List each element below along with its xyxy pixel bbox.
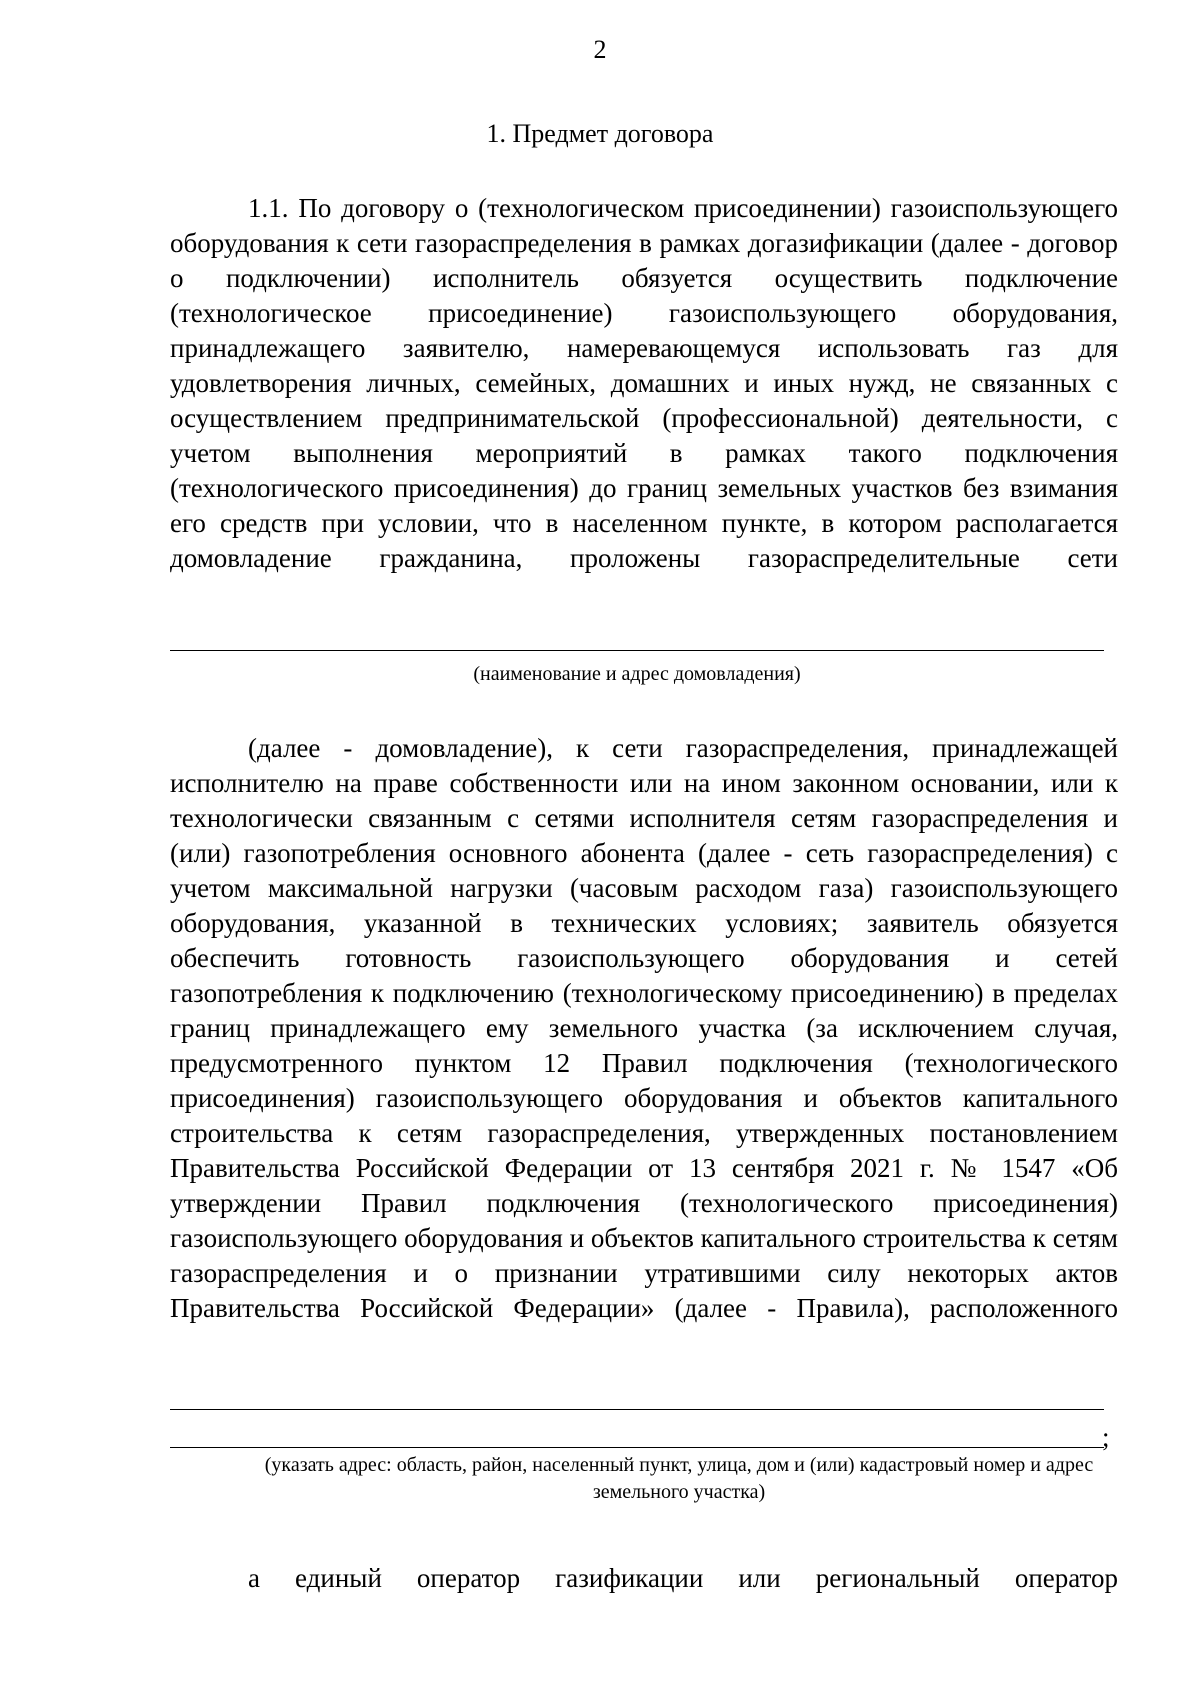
paragraph-1-1: 1.1. По договору о (технологическом присоединении) газоиспользующего оборудования к сети газораспределения в рамках догазификации (далее - договор о подключении) исполнитель обязуется осуществить подключение (технологическое присоединение) газоиспользующего оборудования, принадлежащего заявителю, намеревающемуся использовать газ для удовлетворения личных, семейных, домашних и иных нужд, не связанных с осуществлением предпринимательской (профессиональной) деятельности, с учетом выполнения мероприятий в рамках такого подключения (технологического присоединения) до границ земельных участков без взимания его средств при условии, что в населенном пункте, в котором располагается домовладение гражданина, проложены газораспределительные сети bbox=[170, 193, 1118, 573]
caption-household: (наименование и адрес домовладения) bbox=[473, 663, 801, 685]
address-semicolon: ; bbox=[1102, 1422, 1110, 1452]
fill-in-line-address-2 bbox=[170, 1447, 1104, 1448]
page-number: 2 bbox=[593, 35, 607, 64]
section-heading: 1. Предмет договора bbox=[486, 119, 714, 148]
fill-in-line-household bbox=[170, 650, 1104, 651]
paragraph-household-continuation: (далее - домовладение), к сети газораспределения, принадлежащей исполнителю на праве собственности или на ином законном основании, или к технологически связанным с сетями исполнителя сетям газораспределения и (или) газопотребления основного абонента (далее - сеть газораспределения) с учетом максимальной нагрузки (часовым расходом газа) газоиспользующего оборудования, указанной в технических условиях; заявитель обязуется обеспечить готовность газоиспользующего оборудования и сетей газопотребления к подключению (технологическому присоединению) в пределах границ принадлежащего ему земельного участка (за исключением случая, предусмотренного пунктом 12 Правил подключения (технологического присоединения) газоиспользующего оборудования и объектов капитального строительства к сетям газораспределения, утвержденных постановлением Правительства Российской Федерации от 13 сентября 2021 г. № 1547 «Об утверждении Правил подключения (технологического присоединения) газоиспользующего оборудования и объектов капитального строительства к сетям газораспределения и о признании утратившими силу некоторых актов Правительства Российской Федерации» (далее - Правила), расположенного bbox=[170, 733, 1118, 1323]
caption-address: (указать адрес: область, район, населенный пункт, улица, дом и (или) кадастровый номер и адрес земельного участка) bbox=[264, 1454, 1094, 1503]
paragraph-operator: а единый оператор газификации или региональный оператор bbox=[248, 1563, 1118, 1593]
fill-in-line-address-1 bbox=[170, 1409, 1104, 1410]
